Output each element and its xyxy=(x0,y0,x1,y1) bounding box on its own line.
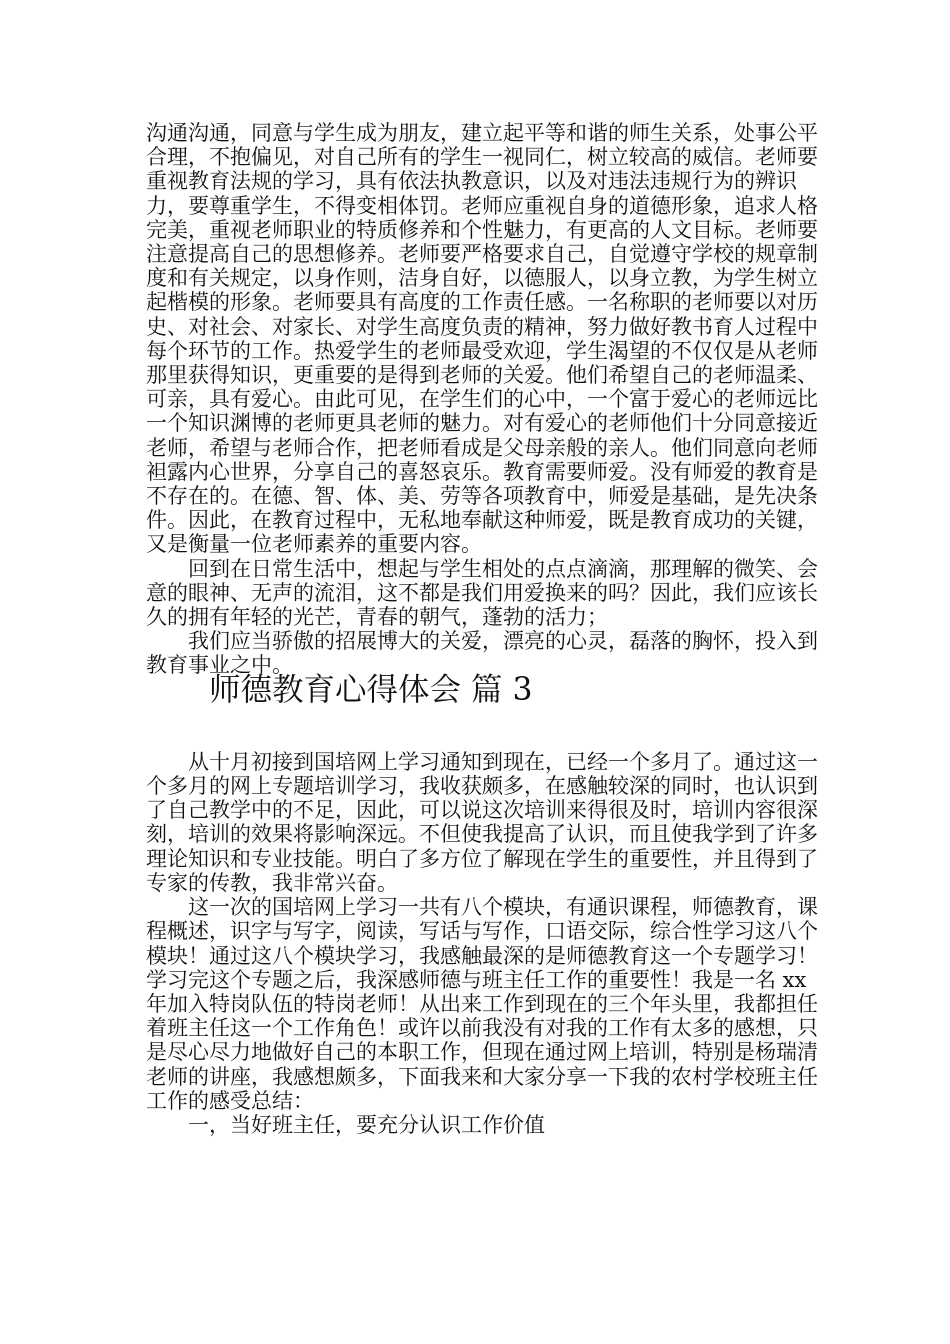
body-paragraph: 这一次的国培网上学习一共有八个模块，有通识课程，师德教育，课程概述，识字与写字，阅读，写话与写作，口语交际，综合性学习这八个模块！通过这八个模块学习，我感触最深的是师德教育这一个专题学习！学习完这个专题之后，我深感师德与班主任工作的重要性！我是一名 xx 年加入特岗队伍的特岗老师！从出来工作到现在的三个年头里，我都担任着班主任这一个工作角色！或许以前我没有对我的工作有太多的感想，只是尽心尽力地做好自己的本职工作，但现在通过网上培训，特别是杨瑞清老师的讲座，我感想颇多，下面我来和大家分享一下我的农村学校班主任工作的感受总结： xyxy=(146,895,818,1113)
body-paragraph: 我们应当骄傲的招展博大的关爱，漂亮的心灵，磊落的胸怀，投入到教育事业之中。 xyxy=(146,629,818,678)
body-paragraph: 沟通沟通，同意与学生成为朋友，建立起平等和谐的师生关系，处事公平合理，不抱偏见，对自己所有的学生一视同仁，树立较高的威信。老师要重视教育法规的学习，具有依法执教意识，以及对违法违规行为的辨识力，要尊重学生，不得变相体罚。老师应重视自身的道德形象，追求人格完美，重视老师职业的特质修养和个性魅力，有更高的人文目标。老师要注意提高自己的思想修养。老师要严格要求自己，自觉遵守学校的规章制度和有关规定，以身作则，洁身自好，以德服人，以身立教，为学生树立起楷模的形象。老师要具有高度的工作责任感。一名称职的老师要以对历史、对社会、对家长、对学生高度负责的精神，努力做好教书育人过程中每个环节的工作。热爱学生的老师最受欢迎，学生渴望的不仅仅是从老师那里获得知识，更重要的是得到老师的关爱。他们希望自己的老师温柔、可亲，具有爱心。由此可见，在学生们的心中，一个富于爱心的老师远比一个知识渊博的老师更具老师的魅力。对有爱心的老师他们十分同意接近老师，希望与老师合作，把老师看成是父母亲般的亲人。他们同意向老师袒露内心世界，分享自己的喜怒哀乐。教育需要师爱。没有师爱的教育是不存在的。在德、智、体、美、劳等各项教育中，师爱是基础，是先决条件。因此，在教育过程中，无私地奉献这种师爱，既是教育成功的关键，又是衡量一位老师素养的重要内容。 xyxy=(146,121,818,557)
body-paragraph: 回到在日常生活中，想起与学生相处的点点滴滴，那理解的微笑、会意的眼神、无声的流泪，这不都是我们用爱换来的吗？因此，我们应该长久的拥有年轻的光芒，青春的朝气，蓬勃的活力； xyxy=(146,556,818,630)
section-heading: 师德教育心得体会 篇 3 xyxy=(209,671,533,708)
document-body xyxy=(146,121,826,1137)
section-spacer xyxy=(146,702,826,750)
body-paragraph: 从十月初接到国培网上学习通知到现在，已经一个多月了。通过这一个多月的网上专题培训学习，我收获颇多，在感触较深的同时，也认识到了自己教学中的不足，因此，可以说这次培训来得很及时，培训内容很深刻，培训的效果将影响深远。不但使我提高了认识，而且使我学到了许多理论知识和专业技能。明白了多方位了解现在学生的重要性，并且得到了专家的传教，我非常兴奋。 xyxy=(146,749,818,895)
subheading-paragraph: 一，当好班主任，要充分认识工作价值 xyxy=(188,1112,545,1137)
